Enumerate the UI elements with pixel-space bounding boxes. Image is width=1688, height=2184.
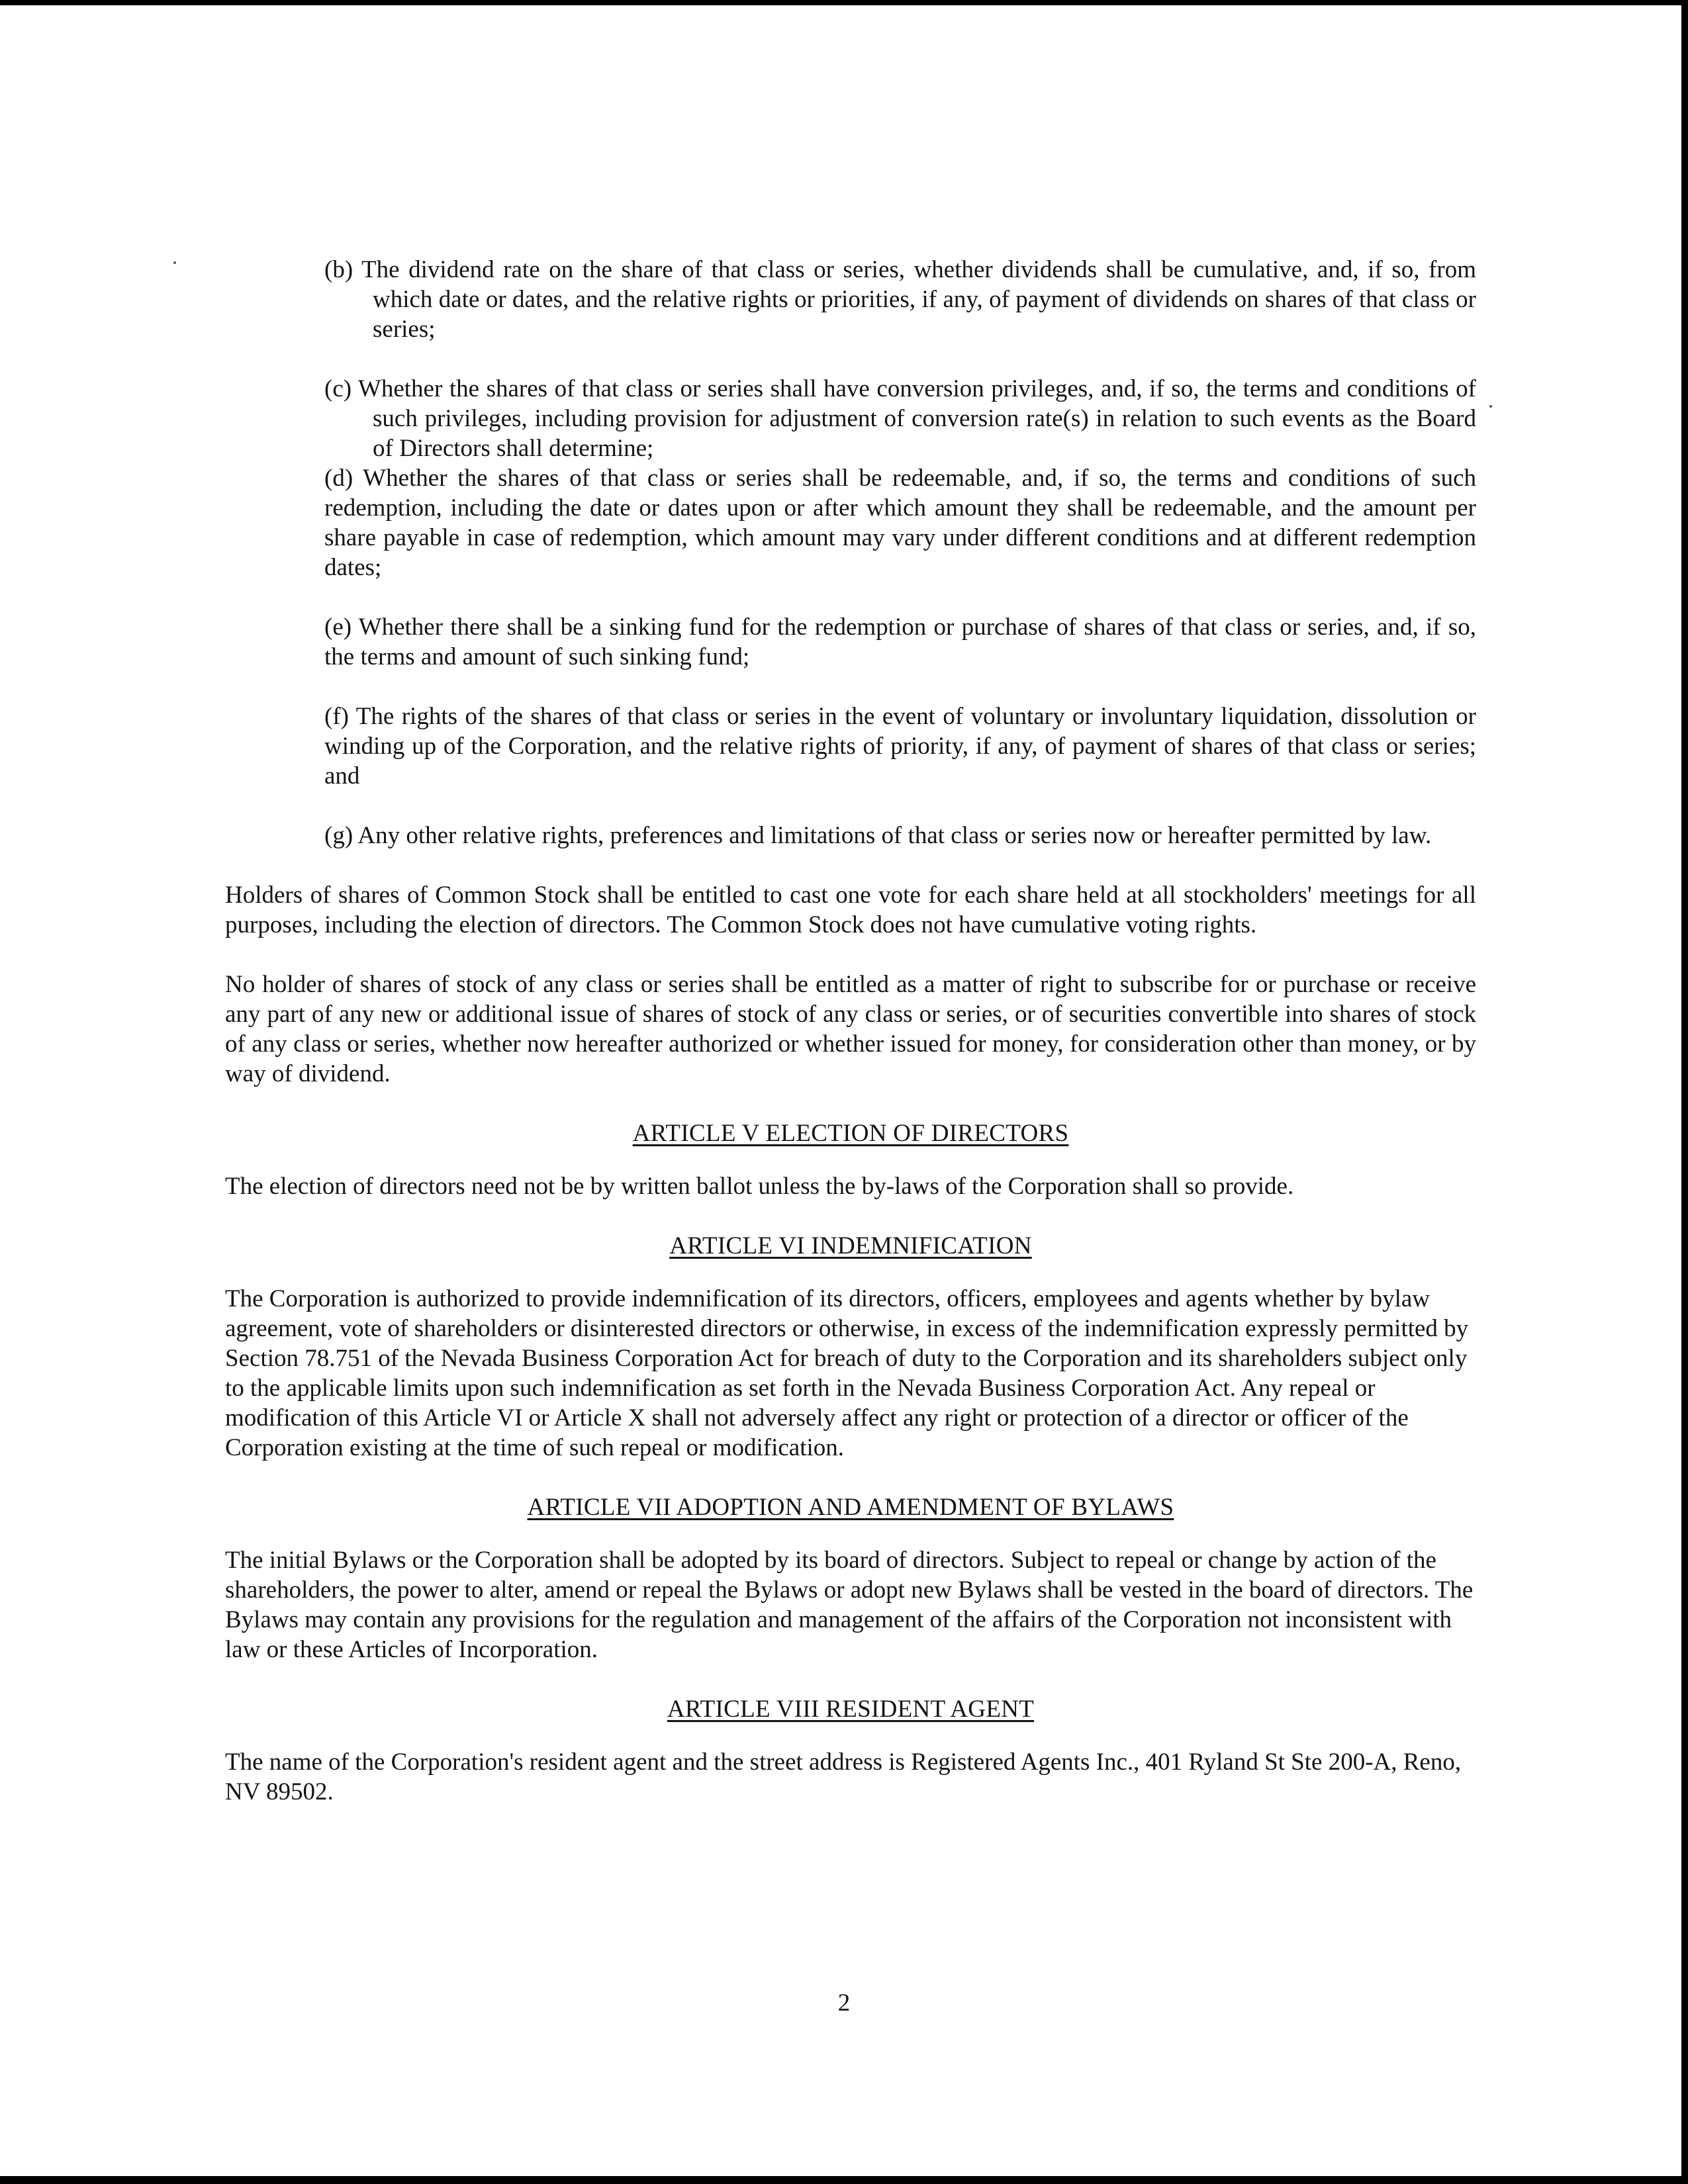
- paragraph-article-vii: The initial Bylaws or the Corporation shall be adopted by its board of directors. Subject to repeal or change by action of the shareholders, the power to alter, amend or repeal the Bylaws or adopt new Bylaws shall be vested in the board of directors. The Bylaws may contain any provisions for the regulation and management of the affairs of the Corporation not inconsistent with law or these Articles of Incorporation.: [225, 1547, 1474, 1663]
- heading-article-viii: ARTICLE VIII RESIDENT AGENT: [667, 1696, 1035, 1723]
- scan-speck: [173, 261, 176, 264]
- heading-article-v: ARTICLE V ELECTION OF DIRECTORS: [632, 1120, 1069, 1147]
- heading-article-vi: ARTICLE VI INDEMNIFICATION: [669, 1232, 1032, 1259]
- clause-b: (b) The dividend rate on the share of that class or series, whether dividends shall be cumulative, and, if so, from which date or dates, and the relative rights or priorities, if any, of payment of dividends on shares of that class or series;: [324, 256, 1476, 343]
- page-number: 2: [837, 1989, 851, 2017]
- clause-f: (f) The rights of the shares of that class or series in the event of voluntary or involuntary liquidation, dissolution or winding up of the Corporation, and the relative rights of priority, if any, of payment of shares of that class or series; and: [324, 703, 1476, 790]
- scan-border-right: [1681, 0, 1688, 2184]
- paragraph-article-viii: The name of the Corporation's resident agent and the street address is Registered Agents Inc., 401 Ryland St Ste 200-A, Reno, NV 89502.: [225, 1749, 1462, 1805]
- scan-border-top: [0, 0, 1688, 5]
- clause-g: (g) Any other relative rights, preferences and limitations of that class or series now or hereafter permitted by law.: [324, 822, 1432, 849]
- paragraph-article-vi: The Corporation is authorized to provide indemnification of its directors, officers, employees and agents whether by bylaw agreement, vote of shareholders or disinterested directors or otherwise, in excess of the indemnification expressly permitted by Section 78.751 of the Nevada Business Corporation Act for breach of duty to the Corporation and its shareholders subject only to the applicable limits upon such indemnification as set forth in the Nevada Business Corporation Act. Any repeal or modification of this Article VI or Article X shall not adversely affect any right or protection of a director or officer of the Corporation existing at the time of such repeal or modification.: [225, 1285, 1469, 1461]
- scan-speck: [1489, 405, 1492, 408]
- clause-d: (d) Whether the shares of that class or series shall be redeemable, and, if so, the terms and conditions of such redemption, including the date or dates upon or after which amount they shall be redeemable, and the amount per share payable in case of redemption, which amount may vary under different conditions and at different redemption dates;: [324, 465, 1476, 581]
- document-body: [225, 255, 1476, 1837]
- heading-article-vii: ARTICLE VII ADOPTION AND AMENDMENT OF BYLAWS: [527, 1494, 1174, 1521]
- clause-c: (c) Whether the shares of that class or series shall have conversion privileges, and, if so, the terms and conditions of such privileges, including provision for adjustment of conversion rate(s) in relation to such events as the Board of Directors shall determine;: [324, 375, 1476, 462]
- paragraph-voting-rights: Holders of shares of Common Stock shall be entitled to cast one vote for each share held at all stockholders' meetings for all purposes, including the election of directors. The Common Stock does not have cumulative voting rights.: [225, 882, 1476, 938]
- paragraph-article-v: The election of directors need not be by written ballot unless the by-laws of the Corporation shall so provide.: [225, 1173, 1294, 1200]
- paragraph-preemptive-rights: No holder of shares of stock of any class or series shall be entitled as a matter of right to subscribe for or purchase or receive any part of any new or additional issue of shares of stock of any class or series, or of securities convertible into shares of stock of any class or series, whether now hereafter authorized or whether issued for money, for consideration other than money, or by way of dividend.: [225, 971, 1476, 1087]
- clause-e: (e) Whether there shall be a sinking fund for the redemption or purchase of shares of that class or series, and, if so, the terms and amount of such sinking fund;: [324, 614, 1476, 670]
- scan-border-bottom: [0, 2176, 1688, 2184]
